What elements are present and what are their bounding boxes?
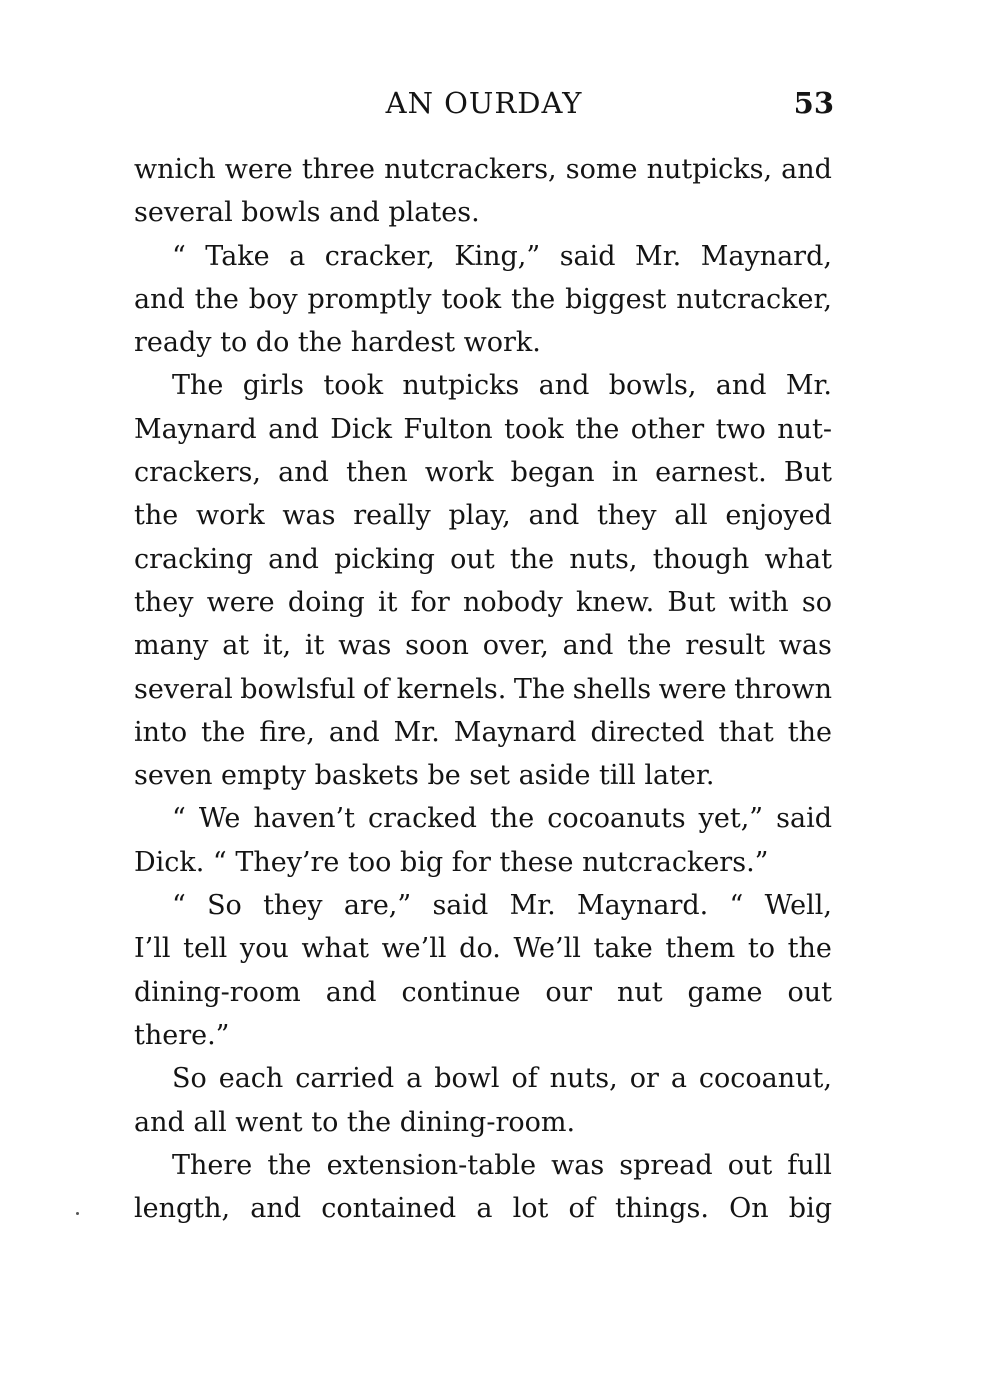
text-line	[134, 451, 832, 494]
word: two	[715, 413, 766, 445]
word: shells	[572, 673, 652, 705]
word: nobody	[463, 586, 563, 618]
word: nut	[616, 976, 663, 1008]
word: and	[328, 716, 380, 748]
word: over,	[482, 630, 549, 662]
word: several	[134, 673, 233, 705]
word: out	[787, 976, 832, 1008]
word: was	[338, 630, 392, 662]
word: was	[282, 500, 336, 532]
word: other	[630, 413, 705, 445]
word: many	[134, 630, 209, 662]
word: full	[787, 1149, 832, 1181]
word: took	[441, 283, 502, 315]
word: and	[528, 500, 580, 532]
word: boy	[248, 283, 298, 315]
text-line	[134, 711, 832, 754]
word: nuts,	[569, 543, 638, 575]
text-line	[134, 538, 832, 581]
word: game	[687, 976, 763, 1008]
text-line	[134, 235, 832, 278]
word: for	[410, 586, 450, 618]
text-line	[134, 884, 832, 927]
word: a	[476, 1193, 493, 1225]
word: Mr.	[509, 890, 556, 922]
word: began	[510, 457, 595, 489]
word: of	[568, 1193, 595, 1225]
word: So	[172, 1063, 207, 1095]
running-head	[134, 86, 834, 126]
word: work	[424, 457, 494, 489]
word: took	[323, 370, 384, 402]
word: “	[172, 803, 186, 835]
word: enjoyed	[725, 500, 832, 532]
word: in	[611, 457, 638, 489]
word: promptly	[307, 283, 432, 315]
word: though	[652, 543, 750, 575]
word: were	[224, 154, 293, 185]
word: biggest	[565, 283, 667, 315]
word: the	[194, 283, 239, 315]
word: The	[513, 673, 566, 705]
word: nutcracker,	[676, 283, 832, 315]
word: Take	[205, 240, 270, 272]
line-text: Dick. “ They’re too big for these nutcrackers.”	[134, 846, 769, 878]
text-line	[134, 797, 832, 840]
word: were	[658, 673, 727, 705]
word: nuts,	[549, 1063, 618, 1095]
word: they	[263, 890, 323, 922]
word: fire,	[259, 716, 315, 748]
word: nutpicks	[402, 370, 520, 402]
word: Well,	[764, 890, 832, 922]
word: and	[325, 976, 377, 1008]
text-line	[134, 1057, 832, 1100]
word: take	[593, 933, 653, 965]
word: so	[801, 586, 832, 618]
line-text: several bowls and plates.	[134, 197, 480, 229]
text-line	[134, 1187, 832, 1230]
word: a	[670, 1063, 687, 1095]
word: contained	[321, 1193, 457, 1225]
word: play,	[448, 500, 511, 532]
word: the	[787, 933, 832, 965]
word: tell	[183, 933, 228, 965]
word: the	[627, 630, 672, 662]
word: the	[787, 716, 832, 748]
word: our	[545, 976, 592, 1008]
word: crackers,	[134, 457, 261, 489]
text-line	[134, 581, 832, 624]
word: was	[778, 630, 832, 662]
margin-speck	[76, 1212, 79, 1215]
word: and	[134, 283, 185, 315]
running-title: AN OURDAY	[385, 86, 583, 120]
text-line	[134, 494, 832, 537]
word: bowlsful	[240, 673, 356, 705]
word: what	[301, 933, 369, 965]
word: or	[629, 1063, 659, 1095]
word: carried	[295, 1063, 395, 1095]
word: of	[511, 1063, 538, 1095]
word: Maynard.	[576, 890, 709, 922]
word: the	[509, 543, 555, 575]
word: We’ll	[513, 933, 581, 965]
word: But	[667, 586, 716, 618]
word: a	[289, 240, 306, 272]
line-text: there.”	[134, 1019, 230, 1051]
word: they	[134, 586, 194, 618]
word: a	[406, 1063, 423, 1095]
word: took	[504, 413, 564, 445]
word: Mr.	[635, 240, 682, 272]
word: at	[222, 630, 250, 662]
word: On	[729, 1193, 769, 1225]
word: that	[718, 716, 774, 748]
word: length,	[134, 1193, 231, 1225]
word: really	[353, 500, 431, 532]
word: said	[776, 803, 832, 835]
word: Mr.	[785, 370, 832, 402]
word: into	[134, 716, 188, 748]
word: The	[172, 370, 224, 402]
word: soon	[405, 630, 469, 662]
word: extension-table	[326, 1149, 537, 1181]
text-line	[134, 624, 832, 667]
word: nutcrackers,	[384, 154, 557, 185]
word: and	[538, 370, 590, 402]
word: haven’t	[253, 803, 355, 835]
text-line	[134, 668, 832, 711]
word: you	[239, 933, 289, 965]
line-text: ready to do the hardest work.	[134, 327, 541, 359]
word: dining-room	[134, 976, 301, 1008]
word: the	[575, 413, 620, 445]
page-number: 53	[793, 86, 834, 120]
line-text: and all went to the dining-room.	[134, 1106, 576, 1138]
word: three	[301, 154, 375, 185]
word: work	[195, 500, 265, 532]
word: the	[489, 803, 535, 835]
text-line	[134, 321, 832, 364]
word: nutpicks,	[646, 154, 773, 185]
text-line	[134, 278, 832, 321]
word: all	[674, 500, 708, 532]
word: and	[268, 413, 319, 445]
word: then	[346, 457, 408, 489]
word: and	[278, 457, 329, 489]
body-text	[134, 148, 832, 1230]
word: them	[665, 933, 736, 965]
text-line	[134, 191, 832, 234]
word: continue	[401, 976, 521, 1008]
word: kernels.	[396, 673, 507, 705]
word: the	[134, 500, 179, 532]
text-line	[134, 754, 832, 797]
word: out	[727, 1149, 773, 1181]
word: King,”	[454, 240, 541, 272]
word: it,	[262, 630, 292, 662]
word: Fulton	[403, 413, 493, 445]
word: result	[685, 630, 765, 662]
word: and	[268, 543, 319, 575]
word: were	[206, 586, 275, 618]
word: was	[551, 1149, 605, 1181]
word: “	[172, 890, 186, 922]
word: picking	[334, 543, 435, 575]
word: cocoanut,	[698, 1063, 832, 1095]
word: and	[250, 1193, 302, 1225]
word: we’ll	[381, 933, 447, 965]
word: the	[267, 1149, 312, 1181]
word: the	[511, 283, 556, 315]
word: and	[781, 154, 832, 185]
word: of	[362, 673, 390, 705]
word: do.	[459, 933, 501, 965]
text-line	[134, 1144, 832, 1187]
word: cracker,	[324, 240, 435, 272]
word: said	[559, 240, 616, 272]
word: lot	[512, 1193, 549, 1225]
word: spread	[619, 1149, 713, 1181]
word: to	[747, 933, 775, 965]
word: bowl	[434, 1063, 500, 1095]
word: Maynard	[134, 413, 257, 445]
word: they	[597, 500, 657, 532]
word: Maynard	[453, 716, 577, 748]
text-line	[134, 364, 832, 407]
word: But	[783, 457, 832, 489]
word: said	[432, 890, 489, 922]
word: doing	[287, 586, 365, 618]
word: cocoanuts	[547, 803, 686, 835]
word: wnich	[134, 154, 216, 185]
word: it	[377, 586, 398, 618]
word: and	[562, 630, 614, 662]
word: Dick	[330, 413, 393, 445]
word: earnest.	[655, 457, 767, 489]
word: “	[729, 890, 744, 922]
word: what	[764, 543, 832, 575]
word: knew.	[575, 586, 655, 618]
word: thrown	[734, 673, 832, 705]
word: with	[728, 586, 789, 618]
text-line	[134, 927, 832, 970]
word: directed	[590, 716, 705, 748]
word: and	[715, 370, 767, 402]
word: big	[788, 1193, 832, 1225]
text-line	[134, 1014, 832, 1057]
line-text: seven empty baskets be set aside till later.	[134, 760, 715, 792]
word: There	[172, 1149, 253, 1181]
word: are,”	[343, 890, 412, 922]
word: the	[201, 716, 246, 748]
word: We	[198, 803, 241, 835]
word: girls	[242, 370, 305, 402]
word: bowls,	[608, 370, 697, 402]
word: cracking	[134, 543, 253, 575]
word: Mr.	[393, 716, 440, 748]
text-line	[134, 148, 832, 191]
word: cracked	[368, 803, 477, 835]
word: nut-	[777, 413, 832, 445]
text-line	[134, 408, 832, 451]
text-line	[134, 841, 832, 884]
word: some	[565, 154, 638, 185]
word: each	[218, 1063, 284, 1095]
word: out	[450, 543, 495, 575]
word: it	[304, 630, 325, 662]
word: things.	[614, 1193, 709, 1225]
word: I’ll	[134, 933, 171, 965]
word: So	[207, 890, 242, 922]
text-line	[134, 971, 832, 1014]
word: yet,”	[698, 803, 764, 835]
word: “	[172, 240, 186, 272]
text-line	[134, 1101, 832, 1144]
word: Maynard,	[700, 240, 832, 272]
